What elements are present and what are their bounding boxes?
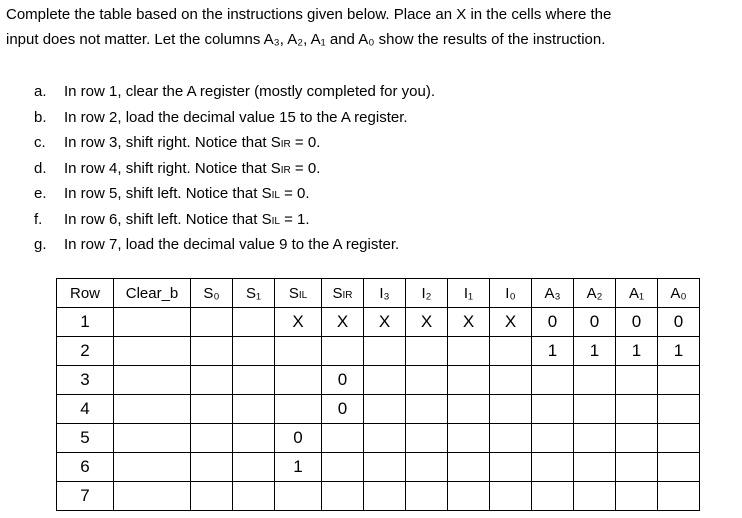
register-table [56,278,700,511]
row-number-cell: 6 [57,453,114,482]
table-cell[interactable] [191,337,233,366]
table-cell[interactable] [114,308,191,337]
table-cell[interactable] [114,453,191,482]
table-row [57,424,700,453]
instruction-text: In row 1, clear the A register (mostly completed for you). [64,83,435,100]
table-cell[interactable] [322,482,364,511]
table-cell[interactable] [448,395,490,424]
table-cell[interactable] [114,395,191,424]
column-header [322,279,364,308]
column-header [57,279,114,308]
column-header-label: Clear_b [125,284,179,302]
row-number-cell: 5 [57,424,114,453]
table-cell[interactable] [490,395,532,424]
instruction-text: In row 7, load the decimal value 9 to the A register. [64,236,400,253]
table-cell[interactable]: 0 [322,395,364,424]
table-cell[interactable] [658,395,700,424]
table-cell[interactable] [406,395,448,424]
instruction-letter: a. [34,83,47,100]
column-header [658,279,700,308]
table-row [57,395,700,424]
table-cell[interactable] [616,424,658,453]
row-number-cell: 1 [57,308,114,337]
table-cell[interactable] [406,453,448,482]
table-row [57,453,700,482]
table-cell[interactable] [233,308,275,337]
instruction-tail: = 0. [279,185,310,202]
table-cell[interactable] [191,366,233,395]
table-cell[interactable] [448,453,490,482]
table-cell[interactable] [532,453,574,482]
table-cell[interactable]: 0 [275,424,322,453]
intro-line-1: Complete the table based on the instructions given below. Place an X in the cells where the [6,6,612,23]
table-cell[interactable] [532,424,574,453]
table-cell[interactable] [574,395,616,424]
table-cell[interactable] [616,395,658,424]
table-cell[interactable]: 0 [322,366,364,395]
column-header [191,279,233,308]
table-cell[interactable] [616,453,658,482]
column-header [490,279,532,308]
table-cell[interactable] [275,337,322,366]
table-cell[interactable]: 1 [616,337,658,366]
instruction-list [34,79,435,258]
column-header-subscript: IL [298,289,308,301]
table-cell[interactable] [364,337,406,366]
column-header-label: A₃ [544,284,561,302]
table-cell[interactable] [114,424,191,453]
column-header-label: S₁ [245,284,262,302]
column-header-label: I₁ [463,284,474,302]
table-cell[interactable] [574,366,616,395]
row-number-cell: 2 [57,337,114,366]
table-cell[interactable] [364,395,406,424]
table-cell[interactable] [233,395,275,424]
table-cell[interactable] [406,337,448,366]
table-cell[interactable] [448,424,490,453]
table-cell[interactable] [658,424,700,453]
table-cell[interactable] [406,482,448,511]
table-cell[interactable] [448,337,490,366]
table-cell[interactable] [574,424,616,453]
column-header-label: S₀ [203,284,220,302]
column-header-label: S [332,284,343,302]
table-cell[interactable] [406,424,448,453]
column-header [275,279,322,308]
column-header-label: Row [69,284,100,302]
column-header [616,279,658,308]
instruction-item [34,232,435,258]
table-cell[interactable] [658,453,700,482]
table-row [57,337,700,366]
row-number-cell: 3 [57,366,114,395]
instruction-subscript: IL [271,190,280,201]
table-body [57,308,700,511]
instruction-item [34,105,435,131]
table-cell[interactable] [322,453,364,482]
table-cell[interactable]: 1 [574,337,616,366]
table-cell[interactable] [532,395,574,424]
table-cell[interactable] [114,482,191,511]
instructions-intro [6,2,736,52]
table-cell[interactable] [658,482,700,511]
column-header-subscript: IR [342,289,353,301]
table-cell[interactable]: X [322,308,364,337]
table-cell[interactable]: X [275,308,322,337]
instruction-letter: e. [34,185,47,202]
table-cell[interactable] [233,366,275,395]
table-row [57,482,700,511]
table-cell[interactable]: X [364,308,406,337]
instruction-text: In row 5, shift left. Notice that S [64,185,272,202]
instruction-item [34,130,435,156]
instruction-letter: f. [34,210,43,228]
column-header [574,279,616,308]
column-header-label: A₂ [586,284,603,302]
table-cell[interactable] [490,366,532,395]
instruction-item [34,79,435,105]
column-header [364,279,406,308]
table-cell[interactable] [233,424,275,453]
table-cell[interactable]: 1 [658,337,700,366]
table-cell[interactable] [574,453,616,482]
instruction-tail: = 0. [290,159,321,177]
table-cell[interactable]: 1 [532,337,574,366]
table-cell[interactable]: X [448,308,490,337]
table-cell[interactable] [448,482,490,511]
row-number-cell: 4 [57,395,114,424]
table-cell[interactable] [574,482,616,511]
instruction-letter: g. [34,236,47,253]
table-row [57,308,700,337]
instruction-tail: = 0. [290,134,321,151]
column-header-label: A₀ [670,284,687,302]
table-cell[interactable] [191,424,233,453]
table-cell[interactable] [406,366,448,395]
instruction-item [34,207,435,233]
table-cell[interactable] [490,337,532,366]
table-cell[interactable] [364,453,406,482]
table-cell[interactable] [114,366,191,395]
row-number-cell: 7 [57,482,114,511]
table-cell[interactable] [191,453,233,482]
column-header [114,279,191,308]
table-cell[interactable]: 0 [532,308,574,337]
instruction-text: In row 2, load the decimal value 15 to the A register. [64,108,408,126]
table-cell[interactable] [191,395,233,424]
column-header-label: I₃ [379,284,390,302]
column-header [406,279,448,308]
table-cell[interactable] [364,424,406,453]
column-header [233,279,275,308]
table-cell[interactable] [191,482,233,511]
column-header-label: A₁ [628,284,645,302]
intro-line-2: input does not matter. Let the columns A₃, A₂, A₁ and A₀ show the results of the instruction. [6,31,606,48]
table-cell[interactable] [191,308,233,337]
table-cell[interactable] [364,366,406,395]
column-header [448,279,490,308]
table-cell[interactable] [233,453,275,482]
table-cell[interactable]: X [490,308,532,337]
table-cell[interactable]: 0 [658,308,700,337]
table-cell[interactable] [275,366,322,395]
table-cell[interactable] [490,482,532,511]
table-cell[interactable] [322,424,364,453]
instruction-text: In row 6, shift left. Notice that S [64,210,272,228]
table-cell[interactable] [364,482,406,511]
table-cell[interactable]: 1 [275,453,322,482]
table-cell[interactable] [448,366,490,395]
instruction-tail: = 1. [279,210,310,228]
table-cell[interactable] [532,482,574,511]
table-cell[interactable] [233,482,275,511]
table-cell[interactable] [616,482,658,511]
instruction-subscript: IR [280,164,291,176]
instruction-item [34,181,435,207]
instruction-letter: d. [34,159,47,177]
table-row [57,366,700,395]
table-cell[interactable] [275,395,322,424]
column-header-label: I₂ [421,284,432,302]
column-header-label: I₀ [505,284,516,302]
table-cell[interactable] [322,337,364,366]
instruction-item [34,156,435,182]
table-cell[interactable]: 0 [574,308,616,337]
instruction-text: In row 4, shift right. Notice that S [64,159,281,177]
column-header [532,279,574,308]
instruction-subscript: IR [280,139,291,150]
column-header-label: S [288,284,299,302]
table-cell[interactable] [114,337,191,366]
table-cell[interactable] [616,366,658,395]
table-cell[interactable] [275,482,322,511]
table-cell[interactable] [490,424,532,453]
table-cell[interactable] [233,337,275,366]
table-cell[interactable] [658,366,700,395]
instruction-letter: c. [34,134,46,151]
table-cell[interactable]: X [406,308,448,337]
table-cell[interactable]: 0 [616,308,658,337]
table-header-row [57,279,700,308]
instruction-text: In row 3, shift right. Notice that S [64,134,281,151]
instruction-letter: b. [34,108,47,126]
table-cell[interactable] [490,453,532,482]
table-cell[interactable] [532,366,574,395]
instruction-subscript: IL [271,215,280,227]
